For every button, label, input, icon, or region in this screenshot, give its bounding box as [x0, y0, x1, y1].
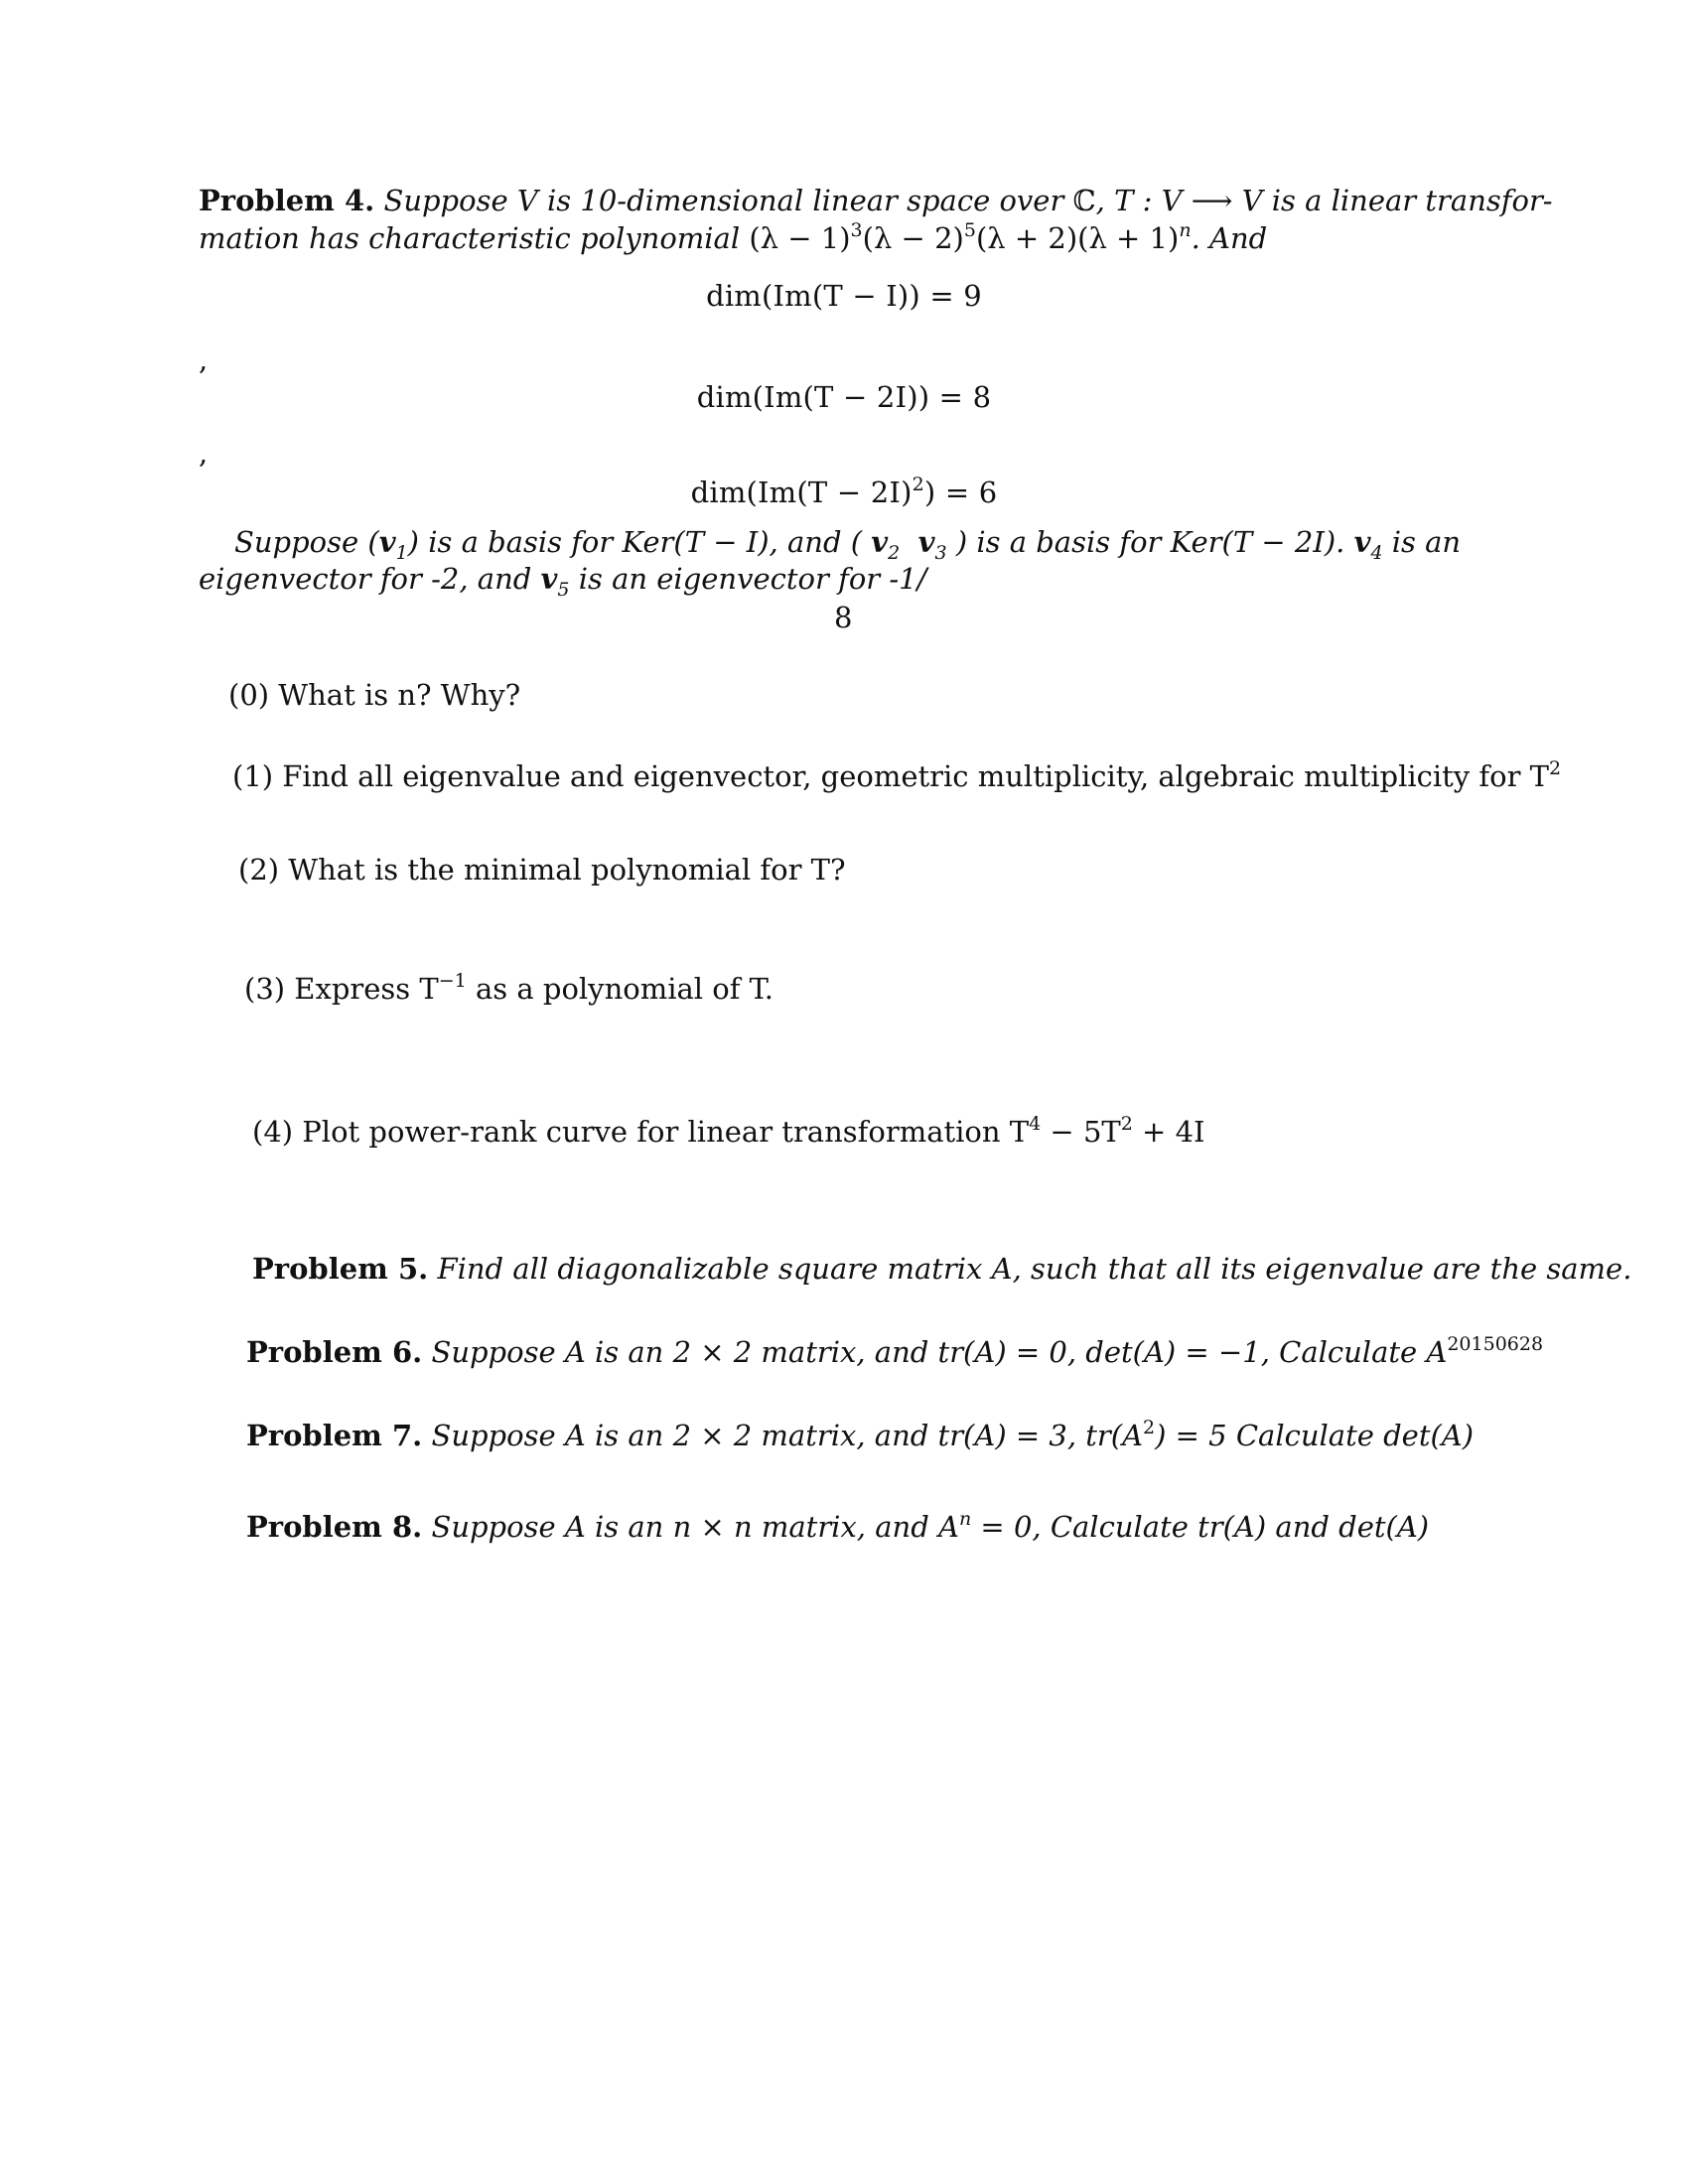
separator-comma-2: , — [199, 436, 209, 470]
question-2: (2) What is the minimal polynomial for T? — [238, 853, 846, 887]
question-0: (0) What is n? Why? — [228, 678, 521, 712]
question-3: (3) Express $T^{-1}$ as a polynomial of T. — [244, 970, 774, 1006]
problem4-line2: mation has characteristic polynomial $(\lambda - 1)^3(\lambda - 2)^5(\lambda + 2)(\lambda + 1)^n$. And — [199, 219, 1268, 255]
basis-sentence: Suppose $(v_1)$ is a basis for Ker(T − I), and ( $v_2$ $v_3$ ) is a basis for Ker(T − 2I). $v_4$ is an — [234, 525, 1462, 564]
equation-3: $dim(Im(T - 2I)^2) = 6$ — [690, 474, 998, 509]
equation-2: dim(Im(T − 2I)) = 8 — [696, 380, 992, 414]
problem8-label: Problem 8. — [246, 1510, 423, 1544]
problem5-label: Problem 5. — [252, 1252, 429, 1286]
problem4-label: Problem 4. — [199, 184, 375, 217]
problem5: Problem 5. Find all diagonalizable square matrix A, such that all its eigenvalue are the same. — [252, 1252, 1632, 1286]
problem7-label: Problem 7. — [246, 1419, 423, 1452]
problem6: Problem 6. Suppose A is an 2 × 2 matrix, and tr(A) = 0, det(A) = −1, Calculate $A^{20150628}$ — [246, 1333, 1544, 1369]
question-1: (1) Find all eigenvalue and eigenvector, geometric multiplicity, algebraic multiplicity for $T^2$ — [232, 757, 1562, 793]
problem8: Problem 8. Suppose A is an n × n matrix, and $A^n = 0$, Calculate tr(A) and det(A) — [246, 1508, 1430, 1544]
separator-comma-1: , — [199, 342, 209, 376]
equation-1: dim(Im(T − I)) = 9 — [706, 279, 982, 313]
problem4-line1: Problem 4. Suppose V is 10-dimensional linear space over ℂ, T : V ⟶ V is a linear transfor- — [199, 184, 1553, 217]
page-number: 8 — [834, 601, 853, 634]
problem7: Problem 7. Suppose A is an 2 × 2 matrix, and tr(A) = 3, $tr(A^2) = 5$ Calculate det(A) — [246, 1417, 1475, 1452]
question-4: (4) Plot power-rank curve for linear transformation $T^4 - 5T^2 + 4I$ — [252, 1113, 1205, 1149]
problem6-label: Problem 6. — [246, 1335, 423, 1369]
eigenvector-sentence: eigenvector for -2, and $v_5$ is an eigenvector for -1/ — [199, 562, 927, 601]
